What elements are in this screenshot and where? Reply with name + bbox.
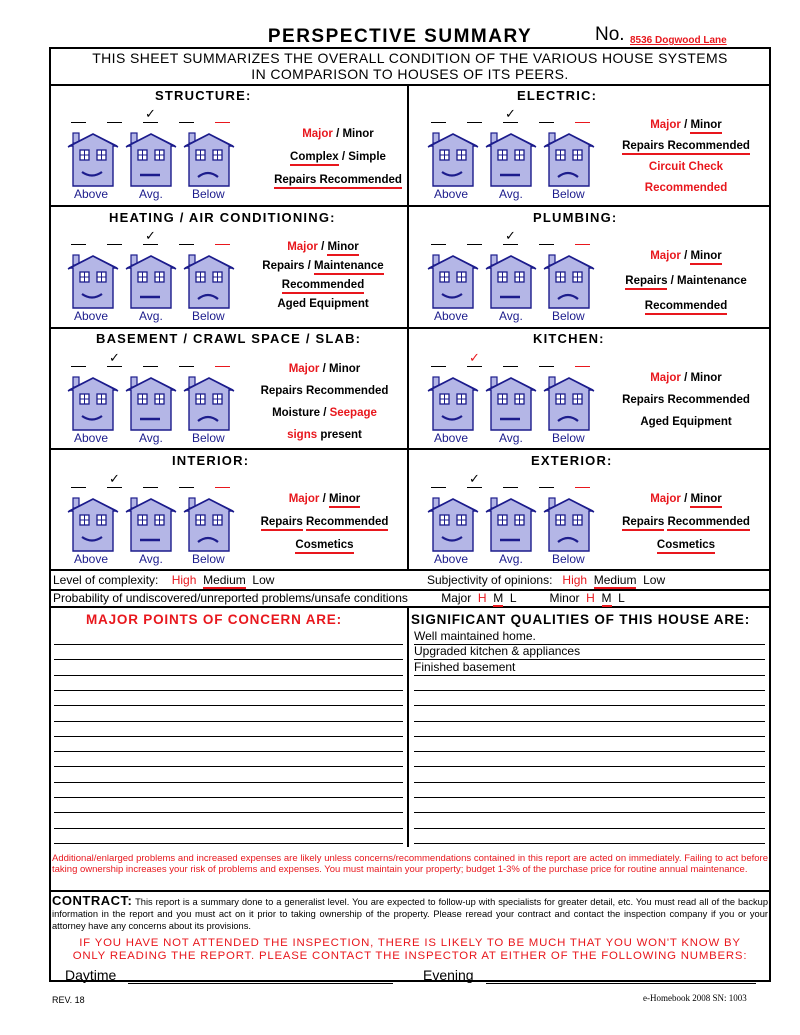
- condition-line: [611, 538, 761, 554]
- quality-line[interactable]: [414, 782, 765, 783]
- condition-line: [253, 278, 393, 294]
- condition-line: [252, 492, 397, 508]
- text-segment: [487, 591, 494, 605]
- rating-option[interactable]: [179, 355, 194, 367]
- text-segment: Major: [650, 372, 681, 384]
- text-segment: M: [493, 591, 504, 605]
- subtitle-line: THIS SHEET SUMMARIZES THE OVERALL CONDITION OF THE VARIOUS HOUSE SYSTEMS: [92, 50, 728, 66]
- text-segment: Recommended: [306, 515, 388, 531]
- concern-line[interactable]: [54, 797, 403, 798]
- text-segment: Minor: [327, 240, 358, 256]
- concern-line[interactable]: [54, 751, 403, 752]
- neutral-house-icon: [485, 376, 537, 436]
- happy-house-icon: [427, 132, 479, 192]
- text-segment: Repairs Recommended: [260, 385, 389, 397]
- text-segment: /: [680, 250, 691, 262]
- concern-line[interactable]: [54, 644, 403, 645]
- section-title: INTERIOR:: [172, 453, 250, 468]
- neutral-house-icon: [485, 497, 537, 557]
- rating-option[interactable]: [467, 350, 482, 367]
- text-segment: Repairs: [625, 274, 667, 290]
- condition-line: [611, 515, 761, 531]
- condition-line: [611, 393, 761, 407]
- check-icon: ✓: [145, 106, 156, 121]
- rating-option[interactable]: [107, 233, 122, 245]
- text-segment: Cosmetics: [295, 538, 353, 554]
- neutral-house-icon: [125, 497, 177, 557]
- text-segment: Recommended: [667, 515, 749, 531]
- qualities-title: SIGNIFICANT QUALITIES OF THIS HOUSE ARE:: [411, 612, 751, 627]
- condition-line: [252, 384, 397, 398]
- text-segment: Subjectivity of opinions:: [427, 573, 563, 587]
- concern-line[interactable]: [54, 843, 403, 844]
- quality-line[interactable]: [414, 797, 765, 798]
- condition-line: [611, 118, 761, 134]
- text-segment: /: [317, 241, 328, 253]
- text-segment: Recommended: [644, 182, 728, 194]
- rating-option[interactable]: [215, 233, 230, 245]
- sad-house-icon: [543, 497, 595, 557]
- subtitle: [51, 50, 769, 82]
- evening-field[interactable]: [486, 983, 756, 984]
- text-segment: Minor: [329, 492, 360, 508]
- text-segment: Recommended: [645, 299, 727, 315]
- house-label-below: Below: [552, 187, 585, 201]
- subjectivity-level: [427, 573, 665, 589]
- concerns-title: MAJOR POINTS OF CONCERN ARE:: [86, 612, 342, 627]
- text-segment: [595, 591, 602, 605]
- condition-line: [252, 406, 397, 420]
- house-label-below: Below: [552, 552, 585, 566]
- text-segment: /: [680, 372, 691, 384]
- text-segment: /: [332, 128, 343, 140]
- condition-line: [252, 538, 397, 554]
- rating-option[interactable]: [467, 233, 482, 245]
- sad-house-icon: [183, 497, 235, 557]
- condition-line: [252, 428, 397, 442]
- quality-item: Well maintained home.: [414, 629, 536, 643]
- house-label-above: Above: [434, 187, 469, 201]
- house-label-above: Above: [74, 431, 109, 445]
- rating-option[interactable]: [107, 111, 122, 123]
- rating-option[interactable]: [467, 471, 482, 488]
- text-segment: Aged Equipment: [277, 298, 369, 310]
- concern-line[interactable]: [54, 690, 403, 691]
- quality-item: Finished basement: [414, 659, 516, 674]
- condition-line: [611, 160, 761, 174]
- happy-house-icon: [67, 254, 119, 314]
- house-label-above: Above: [74, 309, 109, 323]
- evening-label: Evening: [423, 967, 474, 983]
- rating-option[interactable]: [71, 476, 86, 488]
- text-segment: M: [601, 591, 612, 605]
- sad-house-icon: [183, 376, 235, 436]
- section-title: BASEMENT / CRAWL SPACE / SLAB:: [96, 331, 362, 346]
- rating-option[interactable]: [539, 111, 554, 123]
- house-label-avg: Avg.: [499, 552, 523, 566]
- rating-option[interactable]: [143, 106, 158, 123]
- text-segment: Repairs: [622, 515, 664, 531]
- text-segment: Minor: [690, 118, 721, 134]
- text-segment: /: [338, 151, 349, 163]
- concern-line[interactable]: [54, 675, 403, 676]
- text-segment: Probability of undiscovered/unreported problems/unsafe conditions Major: [53, 591, 478, 605]
- text-segment: Complex: [290, 150, 339, 166]
- rating-option[interactable]: [539, 355, 554, 367]
- rating-option[interactable]: [575, 355, 590, 367]
- text-segment: Low: [636, 573, 666, 587]
- contract: [52, 895, 768, 932]
- happy-house-icon: [427, 376, 479, 436]
- section-title: KITCHEN:: [533, 331, 605, 346]
- text-segment: Repairs: [261, 515, 303, 531]
- condition-line: [611, 249, 761, 265]
- divider: [49, 84, 771, 86]
- concern-line[interactable]: [54, 828, 403, 829]
- rating-option[interactable]: [143, 228, 158, 245]
- rating-option[interactable]: [71, 355, 86, 367]
- section-title: EXTERIOR:: [531, 453, 613, 468]
- quality-line[interactable]: [414, 705, 765, 706]
- rating-option[interactable]: [503, 228, 518, 245]
- house-label-avg: Avg.: [139, 187, 163, 201]
- divider: [49, 327, 771, 329]
- rating-option[interactable]: [503, 476, 518, 488]
- quality-line[interactable]: [414, 766, 765, 767]
- divider: [49, 205, 771, 207]
- rating-option[interactable]: [179, 111, 194, 123]
- text-segment: Major: [650, 250, 681, 262]
- concern-line[interactable]: [54, 782, 403, 783]
- house-label-above: Above: [74, 187, 109, 201]
- text-segment: Major: [288, 493, 320, 505]
- rating-option[interactable]: [179, 233, 194, 245]
- house-label-avg: Avg.: [499, 431, 523, 445]
- condition-line: [611, 492, 761, 508]
- divider: [49, 448, 771, 450]
- rating-option[interactable]: [71, 111, 86, 123]
- text-segment: Level of complexity:: [53, 573, 172, 587]
- text-segment: Minor: [690, 492, 721, 508]
- text-segment: Major: [287, 241, 318, 253]
- house-label-avg: Avg.: [499, 309, 523, 323]
- text-segment: Simple: [348, 151, 386, 163]
- condition-line: [611, 274, 761, 290]
- revision: REV. 18: [52, 995, 85, 1005]
- daytime-label: Daytime: [65, 967, 117, 983]
- warning-line: IF YOU HAVE NOT ATTENDED THE INSPECTION, THERE IS LIKELY TO BE MUCH THAT YOU WON'T KNOW BY: [79, 937, 741, 949]
- house-label-below: Below: [192, 309, 225, 323]
- quality-line[interactable]: [414, 828, 765, 829]
- rating-option[interactable]: [215, 355, 230, 367]
- condition-line: [273, 127, 403, 141]
- text-segment: H: [586, 591, 595, 605]
- text-segment: /: [680, 493, 691, 505]
- neutral-house-icon: [485, 254, 537, 314]
- sad-house-icon: [543, 376, 595, 436]
- text-segment: [587, 573, 594, 587]
- text-segment: Major: [650, 119, 681, 131]
- text-segment: Repairs Recommended: [622, 139, 750, 155]
- check-icon: ✓: [469, 471, 480, 486]
- rating-option[interactable]: [431, 111, 446, 123]
- condition-line: [273, 173, 403, 189]
- quality-line[interactable]: [414, 690, 765, 691]
- text-segment: /: [680, 119, 691, 131]
- text-segment: High: [171, 573, 197, 587]
- concern-line[interactable]: [54, 721, 403, 722]
- concern-line[interactable]: [54, 659, 403, 660]
- rating-option[interactable]: [71, 233, 86, 245]
- house-label-below: Below: [552, 431, 585, 445]
- attendance-warning: [52, 937, 768, 963]
- condition-line: [253, 297, 393, 311]
- text-segment: Circuit Check: [648, 161, 724, 173]
- condition-line: [611, 371, 761, 385]
- house-label-avg: Avg.: [139, 309, 163, 323]
- house-label-above: Above: [434, 552, 469, 566]
- sad-house-icon: [543, 254, 595, 314]
- rating-option[interactable]: [431, 355, 446, 367]
- report-number-label: No.: [595, 24, 625, 45]
- condition-line: [273, 150, 403, 166]
- contract-text: This report is a summary done to a generalist level. You are expected to follow-up with specialists for greater detail, etc. You must read all of the backup information in the report and you must act on it prior to taking ownership of the property. Please reread your contract and contact the inspection company if you or your attorney have any concerns about its provisions.: [52, 897, 768, 931]
- text-segment: Minor: [690, 372, 722, 384]
- divider: [49, 569, 771, 571]
- text-segment: Minor: [342, 128, 374, 140]
- happy-house-icon: [67, 497, 119, 557]
- section-title: ELECTRIC:: [517, 88, 598, 103]
- concern-line[interactable]: [54, 766, 403, 767]
- section-title: HEATING / AIR CONDITIONING:: [109, 210, 336, 225]
- rating-option[interactable]: [107, 471, 122, 488]
- rating-option[interactable]: [215, 476, 230, 488]
- check-icon: ✓: [469, 350, 480, 365]
- warning-line: ONLY READING THE REPORT. PLEASE CONTACT THE INSPECTOR AT EITHER OF THE FOLLOWING NUMBERS:: [72, 950, 748, 962]
- text-segment: Maintenance: [314, 259, 384, 275]
- house-label-above: Above: [434, 309, 469, 323]
- rating-option[interactable]: [503, 106, 518, 123]
- quality-line[interactable]: [414, 721, 765, 722]
- rating-option[interactable]: [539, 233, 554, 245]
- divider: [49, 890, 771, 892]
- text-segment: [196, 573, 203, 587]
- condition-line: [611, 181, 761, 195]
- text-segment: Major: [650, 493, 681, 505]
- house-label-avg: Avg.: [499, 187, 523, 201]
- rating-option[interactable]: [143, 476, 158, 488]
- rating-option[interactable]: [503, 355, 518, 367]
- rating-option[interactable]: [143, 355, 158, 367]
- quality-line[interactable]: [414, 736, 765, 737]
- complexity-level: [53, 573, 274, 589]
- sad-house-icon: [183, 254, 235, 314]
- quality-line[interactable]: [414, 675, 765, 676]
- neutral-house-icon: [125, 132, 177, 192]
- concern-line[interactable]: [54, 812, 403, 813]
- report-number-value: 8536 Dogwood Lane: [630, 35, 727, 46]
- text-segment: Aged Equipment: [640, 416, 732, 428]
- happy-house-icon: [427, 497, 479, 557]
- rating-option[interactable]: [215, 111, 230, 123]
- sad-house-icon: [543, 132, 595, 192]
- text-segment: H: [477, 591, 487, 605]
- rating-option[interactable]: [575, 476, 590, 488]
- contract-lead: CONTRACT:: [52, 893, 133, 908]
- text-segment: / Maintenance: [667, 275, 747, 287]
- text-segment: Medium: [593, 573, 637, 587]
- section-title: STRUCTURE:: [155, 88, 252, 103]
- text-segment: Moisture /: [272, 407, 330, 419]
- text-segment: Minor: [690, 249, 721, 265]
- text-segment: Seepage: [329, 407, 377, 419]
- condition-line: [611, 139, 761, 155]
- text-segment: L: [611, 591, 625, 605]
- page-title: PERSPECTIVE SUMMARY: [267, 26, 533, 47]
- neutral-house-icon: [485, 132, 537, 192]
- rating-option[interactable]: [179, 476, 194, 488]
- text-segment: signs: [287, 429, 318, 441]
- text-segment: Medium: [203, 573, 246, 587]
- house-label-above: Above: [74, 552, 109, 566]
- neutral-house-icon: [125, 376, 177, 436]
- problem-probability: [53, 591, 625, 607]
- text-segment: Major: [288, 363, 320, 375]
- concern-line[interactable]: [54, 736, 403, 737]
- condition-line: [253, 259, 393, 275]
- house-label-below: Below: [552, 309, 585, 323]
- text-segment: Low: [245, 573, 275, 587]
- check-icon: ✓: [505, 106, 516, 121]
- condition-line: [611, 415, 761, 429]
- column-divider: [407, 607, 409, 847]
- check-icon: ✓: [109, 471, 120, 486]
- text-segment: Repairs Recommended: [622, 394, 750, 406]
- check-icon: ✓: [145, 228, 156, 243]
- text-segment: /: [319, 363, 329, 375]
- sad-house-icon: [183, 132, 235, 192]
- footer-product: e-Homebook 2008 SN: 1003: [643, 993, 747, 1003]
- house-label-avg: Avg.: [139, 431, 163, 445]
- happy-house-icon: [67, 132, 119, 192]
- condition-line: [252, 362, 397, 376]
- neutral-house-icon: [125, 254, 177, 314]
- rating-option[interactable]: [575, 111, 590, 123]
- check-icon: ✓: [505, 228, 516, 243]
- text-segment: Recommended: [282, 278, 364, 294]
- house-label-above: Above: [434, 431, 469, 445]
- house-label-below: Below: [192, 187, 225, 201]
- rating-option[interactable]: [107, 350, 122, 367]
- text-segment: Minor: [328, 363, 361, 375]
- condition-line: [252, 515, 397, 531]
- house-label-below: Below: [192, 431, 225, 445]
- text-segment: Major: [302, 128, 333, 140]
- rating-option[interactable]: [431, 476, 446, 488]
- rating-option[interactable]: [467, 111, 482, 123]
- text-segment: Repairs Recommended: [274, 173, 402, 189]
- quality-line[interactable]: [414, 843, 765, 844]
- concern-line[interactable]: [54, 705, 403, 706]
- text-segment: L Minor: [503, 591, 587, 605]
- rating-option[interactable]: [539, 476, 554, 488]
- house-label-below: Below: [192, 552, 225, 566]
- text-segment: Cosmetics: [657, 538, 715, 554]
- check-icon: ✓: [109, 350, 120, 365]
- rating-option[interactable]: [431, 233, 446, 245]
- disclaimer: Additional/enlarged problems and increased expenses are likely unless concerns/recommendations contained in this report are acted on immediately. Failing to act before taking ownership increases your risk of problems and expenses. You must maintain your property; budget 1-3% of the purchase price for routine annual maintenance.: [52, 853, 768, 875]
- condition-line: [253, 240, 393, 256]
- text-segment: present: [317, 429, 362, 441]
- daytime-field[interactable]: [128, 983, 393, 984]
- column-divider: [407, 85, 409, 570]
- rating-option[interactable]: [575, 233, 590, 245]
- text-segment: Repairs /: [262, 260, 315, 272]
- quality-line[interactable]: [414, 751, 765, 752]
- text-segment: High: [562, 573, 588, 587]
- section-title: PLUMBING:: [533, 210, 618, 225]
- happy-house-icon: [67, 376, 119, 436]
- quality-line[interactable]: [414, 812, 765, 813]
- condition-line: [611, 299, 761, 315]
- text-segment: /: [319, 493, 329, 505]
- happy-house-icon: [427, 254, 479, 314]
- house-label-avg: Avg.: [139, 552, 163, 566]
- quality-item: Upgraded kitchen & appliances: [414, 644, 581, 659]
- subtitle-line: IN COMPARISON TO HOUSES OF ITS PEERS.: [251, 66, 569, 82]
